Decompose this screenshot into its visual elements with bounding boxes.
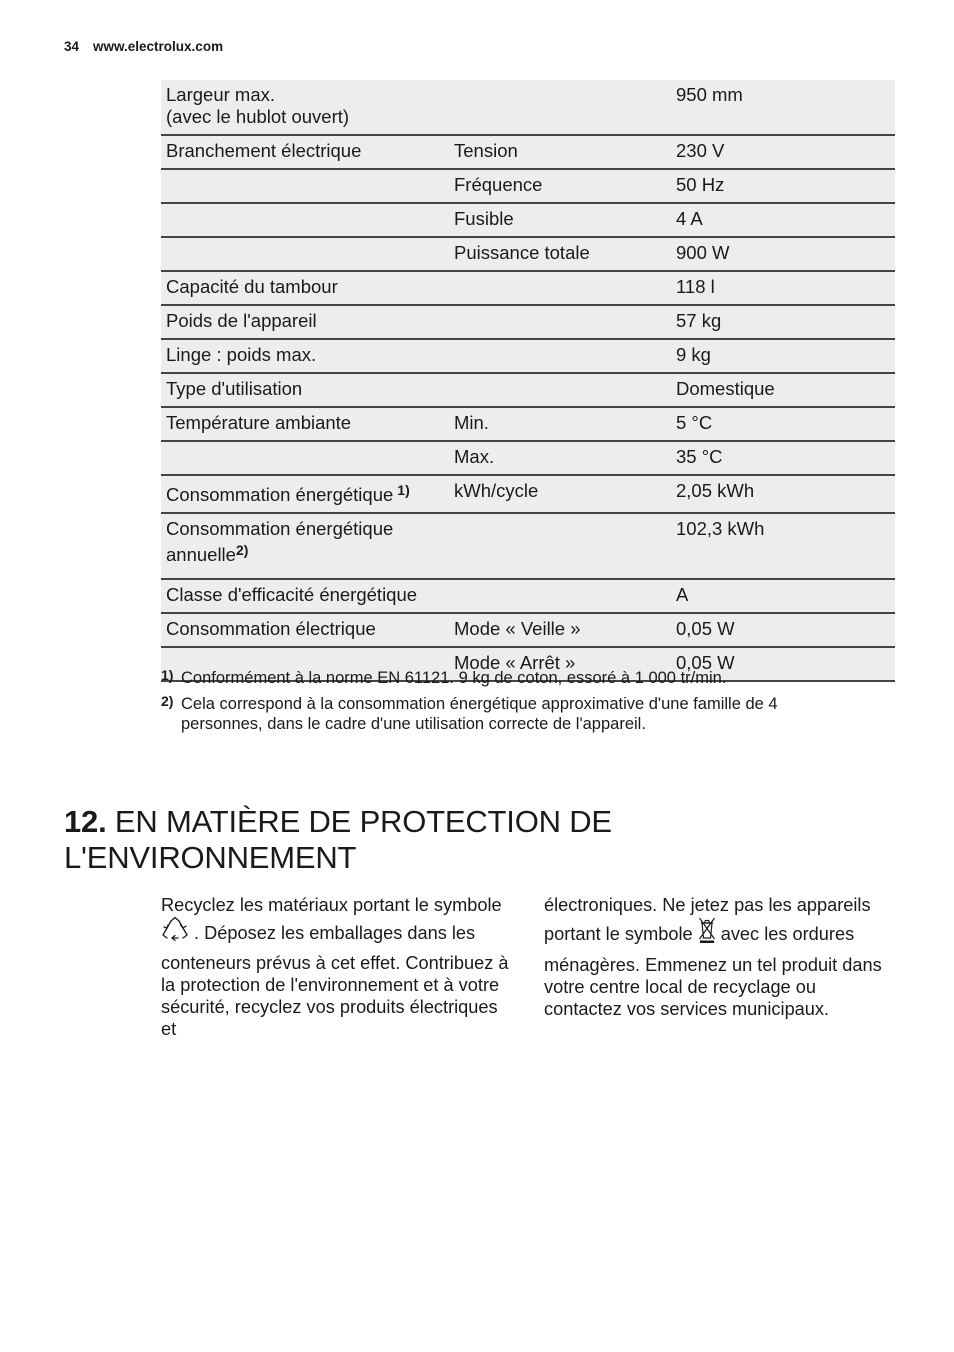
spec-value: 2,05 kWh xyxy=(671,475,895,513)
table-row xyxy=(161,135,895,169)
spec-sublabel xyxy=(449,80,671,135)
spec-value: 102,3 kWh xyxy=(671,513,895,579)
table-row xyxy=(161,271,895,305)
spec-label: Température ambiante xyxy=(161,407,449,441)
spec-sublabel: Mode « Arrêt » xyxy=(449,647,671,681)
spec-value: 9 kg xyxy=(671,339,895,373)
spec-label: Capacité du tambour xyxy=(161,271,449,305)
spec-sublabel xyxy=(449,305,671,339)
spec-value: 0,05 W xyxy=(671,613,895,647)
site-url: www.electrolux.com xyxy=(93,39,224,54)
spec-label: Type d'utilisation xyxy=(161,373,449,407)
table-row xyxy=(161,305,895,339)
table-row xyxy=(161,80,895,135)
footnotes xyxy=(161,668,861,740)
spec-value: 35 °C xyxy=(671,441,895,475)
spec-value: 50 Hz xyxy=(671,169,895,203)
spec-label xyxy=(161,441,449,475)
spec-sublabel: Tension xyxy=(449,135,671,169)
spec-label: Consommation énergétique $^{1)}$ xyxy=(161,475,449,513)
spec-value: 4 A xyxy=(671,203,895,237)
table-row xyxy=(161,339,895,373)
footnote xyxy=(161,694,861,734)
spec-label xyxy=(161,237,449,271)
body-column-right xyxy=(544,894,896,1020)
section-title xyxy=(64,804,764,876)
spec-label xyxy=(161,203,449,237)
spec-value: 118 l xyxy=(671,271,895,305)
spec-sublabel: kWh/cycle xyxy=(449,475,671,513)
body-text: . Déposez les emballages dans les xyxy=(189,922,476,943)
footnote-text: Conformément à la norme EN 61121. 9 kg de coton, essoré à 1 000 tr/min. xyxy=(181,669,727,687)
spec-sublabel xyxy=(449,579,671,613)
spec-value: 5 °C xyxy=(671,407,895,441)
spec-sublabel: Puissance totale xyxy=(449,237,671,271)
spec-label: Consommation énergétique annuelle$^{2)}$ xyxy=(161,513,449,579)
footnote-text: Cela correspond à la consommation énergétique approximative d'une famille de 4 personnes, dans le cadre d'une utilisation correcte de l'appareil. xyxy=(181,695,778,733)
table-row xyxy=(161,407,895,441)
spec-label: Classe d'efficacité énergétique xyxy=(161,579,449,613)
table-row xyxy=(161,441,895,475)
spec-value: 0,05 W xyxy=(671,647,895,681)
table-row xyxy=(161,203,895,237)
spec-value: 900 W xyxy=(671,237,895,271)
spec-sublabel: Fréquence xyxy=(449,169,671,203)
body-text: ménagères. Emmenez un tel produit dans votre centre local de recyclage ou contactez vos services municipaux. xyxy=(544,955,882,1019)
specifications-table xyxy=(161,80,895,682)
body-text: Recyclez les matériaux portant le symbole xyxy=(161,895,502,915)
spec-sublabel xyxy=(449,339,671,373)
spec-label: Branchement électrique xyxy=(161,135,449,169)
page-header xyxy=(64,39,223,54)
footnote-mark: 2) xyxy=(161,693,174,709)
spec-sublabel: Fusible xyxy=(449,203,671,237)
spec-sublabel: Mode « Veille » xyxy=(449,613,671,647)
table-row xyxy=(161,613,895,647)
spec-label: Consommation électrique xyxy=(161,613,449,647)
table-row xyxy=(161,513,895,579)
spec-label: Linge : poids max. xyxy=(161,339,449,373)
body-text: avec les ordures xyxy=(715,923,855,944)
spec-label: Largeur max. (avec le hublot ouvert) xyxy=(161,80,449,135)
body-text: portant le symbole xyxy=(544,923,698,944)
table-row xyxy=(161,373,895,407)
spec-sublabel xyxy=(449,513,671,579)
spec-label xyxy=(161,169,449,203)
recycle-icon xyxy=(161,916,189,952)
spec-sublabel xyxy=(449,373,671,407)
spec-value: 230 V xyxy=(671,135,895,169)
footnote xyxy=(161,668,861,688)
spec-label: Poids de l'appareil xyxy=(161,305,449,339)
footnote-ref: 2) xyxy=(235,542,249,558)
spec-value: 950 mm xyxy=(671,80,895,135)
body-text: conteneurs prévus à cet effet. Contribuez à la protection de l'environnement et à votre sécurité, recyclez vos produits électriques et xyxy=(161,953,509,1039)
body-text: électroniques. Ne jetez pas les appareils xyxy=(544,895,871,915)
spec-value: A xyxy=(671,579,895,613)
spec-value: Domestique xyxy=(671,373,895,407)
table-row xyxy=(161,237,895,271)
section-title-line2: L'ENVIRONNEMENT xyxy=(64,840,357,875)
table-row xyxy=(161,475,895,513)
spec-sublabel: Min. xyxy=(449,407,671,441)
spec-sublabel xyxy=(449,271,671,305)
spec-value: 57 kg xyxy=(671,305,895,339)
spec-sublabel: Max. xyxy=(449,441,671,475)
body-column-left xyxy=(161,894,513,1040)
footnote-ref: 1) xyxy=(397,482,410,498)
section-title-line1: EN MATIÈRE DE PROTECTION DE xyxy=(114,804,612,839)
table-row xyxy=(161,169,895,203)
footnote-mark: 1) xyxy=(161,667,174,683)
section-number: 12. xyxy=(64,804,107,839)
table-row xyxy=(161,579,895,613)
page-number: 34 xyxy=(64,39,80,54)
crossed-bin-icon xyxy=(698,916,716,954)
